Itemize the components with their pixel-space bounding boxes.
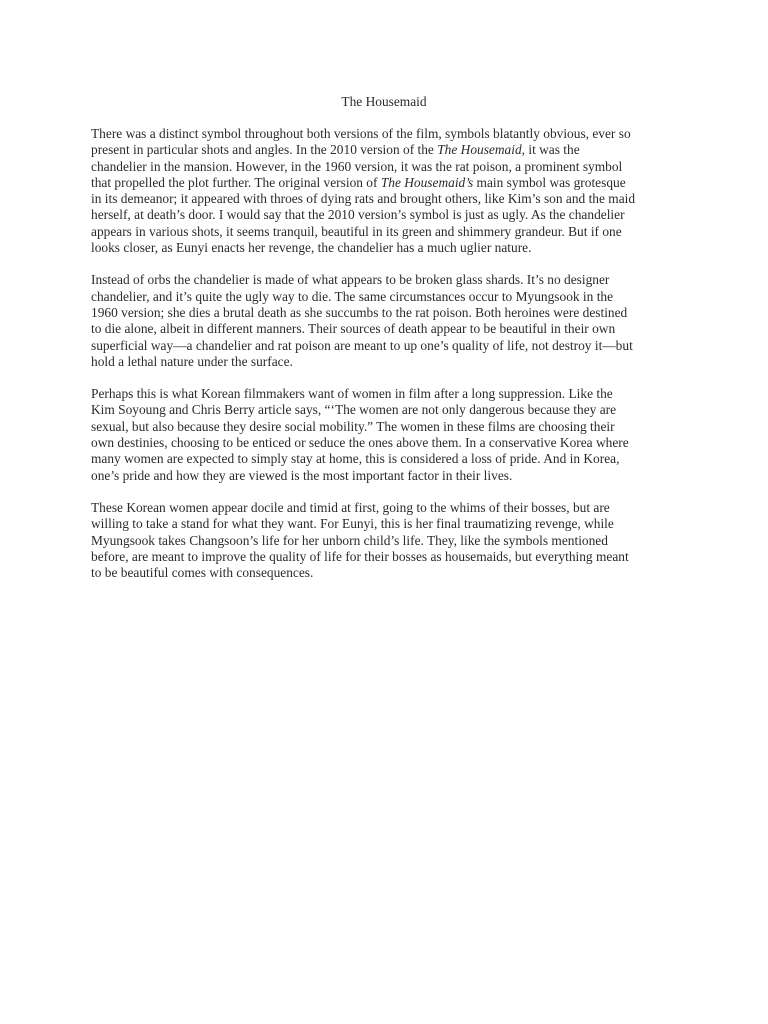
text-line: hold a lethal nature under the surface. (91, 353, 293, 369)
text-line: to be beautiful comes with consequences. (91, 565, 314, 581)
text-line: chandelier, and it’s quite the ugly way to die. The same circumstances occur to Myungsook in the (91, 288, 614, 304)
paragraph (91, 500, 691, 581)
text-line: chandelier in the mansion. However, in the 1960 version, it was the rat poison, a prominent symbol (91, 158, 623, 174)
text-line: superficial way—a chandelier and rat poison are meant to up one’s quality of life, not destroy it—but (91, 337, 633, 353)
text-line: willing to take a stand for what they want. For Eunyi, this is her final traumatizing revenge, while (91, 516, 614, 532)
text-line: herself, at death’s door. I would say that the 2010 version’s symbol is just as ugly. As the chandelier (91, 207, 625, 223)
document-title: The Housemaid (341, 94, 427, 109)
text-line: There was a distinct symbol throughout both versions of the film, symbols blatantly obvious, ever so (91, 126, 631, 141)
film-title-italic: The Housemaid’s (380, 174, 474, 190)
text-line: sexual, but also because they desire social mobility.” The women in these films are choosing their (91, 418, 615, 434)
text-line: 1960 version; she dies a brutal death as she succumbs to the rat poison. Both heroines were destined (91, 304, 628, 320)
text-line: one’s pride and how they are viewed is the most important factor in their lives. (91, 467, 513, 483)
text-segment: present in particular shots and angles. In the 2010 version of the (91, 142, 438, 158)
text-line (91, 142, 691, 158)
film-title-italic: The Housemaid (437, 142, 522, 158)
text-line: to die alone, albeit in different manners. Their sources of death appear to be beautiful in their own (91, 321, 616, 337)
text-segment: that propelled the plot further. The original version of (91, 174, 381, 190)
text-line: looks closer, as Eunyi enacts her revenge, the chandelier has a much uglier nature. (91, 240, 532, 256)
text-segment: main symbol was grotesque (473, 174, 626, 190)
text-line: many women are expected to simply stay at home, this is considered a loss of pride. And in Korea, (91, 451, 620, 467)
text-line: Myungsook takes Changsoon’s life for her unborn child’s life. They, like the symbols mentioned (91, 532, 608, 548)
document-body (91, 126, 691, 597)
text-line: Instead of orbs the chandelier is made of what appears to be broken glass shards. It’s no designer (91, 272, 610, 288)
text-line: in its demeanor; it appeared with throes of dying rats and brought others, like Kim’s son and the maid (91, 191, 636, 207)
text-line: appears in various shots, it seems tranquil, beautiful in its green and shimmery grandeur. But if one (91, 223, 622, 239)
paragraph (91, 126, 691, 256)
text-segment: , it was the (521, 142, 580, 158)
paragraph (91, 386, 691, 484)
text-line (91, 175, 691, 191)
paragraph (91, 272, 691, 370)
text-line: These Korean women appear docile and timid at first, going to the whims of their bosses, but are (91, 499, 610, 515)
text-line: own destinies, choosing to be enticed or seduce the ones above them. In a conservative Korea where (91, 435, 629, 451)
text-line: Perhaps this is what Korean filmmakers want of women in film after a long suppression. Like the (91, 386, 613, 402)
text-line: before, are meant to improve the quality of life for their bosses as housemaids, but everything meant (91, 548, 629, 564)
text-line: Kim Soyoung and Chris Berry article says, “‘The women are not only dangerous because they are (91, 402, 617, 418)
